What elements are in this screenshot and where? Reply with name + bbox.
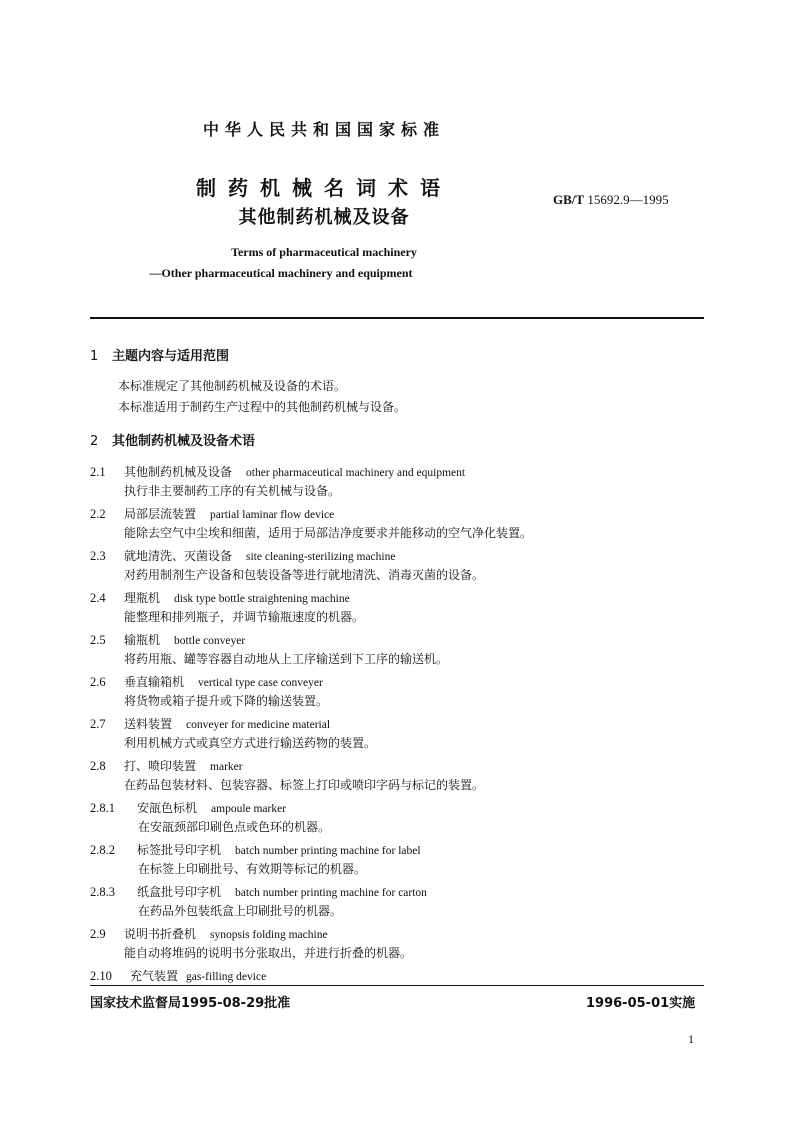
term-definition: 在安瓿颈部印刷色点或色环的机器。 [138,820,331,834]
term-definition: 将货物或箱子提升或下降的输送装置。 [124,694,329,708]
footer-divider [90,985,704,986]
term-number: 2.3 [90,549,106,563]
term-english: gas-filling device [186,971,267,983]
term-number: 2.8.3 [90,885,115,899]
term-chinese: 标签批号印字机 [137,843,222,857]
national-standard-heading: 中华人民共和国国家标准 [202,120,445,139]
term-chinese: 送料装置 [124,717,173,731]
term-entry [90,839,421,858]
term-number: 2.10 [90,969,112,983]
implementation-date: 1996-05-01实施 [586,996,696,1011]
term-number: 2.8.2 [90,843,115,857]
term-entry [90,629,245,648]
term-entry [90,923,328,942]
term-number: 2.8.1 [90,801,115,815]
term-entry [90,671,323,690]
term-definition: 对药用制剂生产设备和包装设备等进行就地清洗、消毒灭菌的设备。 [124,568,485,582]
term-number: 2.5 [90,633,106,647]
term-entry [90,797,286,816]
term-number: 2.8 [90,759,106,773]
document-subtitle: 其他制药机械及设备 [238,207,410,228]
term-english: site cleaning-sterilizing machine [246,551,396,563]
term-number: 2.2 [90,507,106,521]
english-subtitle: —Other pharmaceutical machinery and equipment [149,266,413,280]
term-definition: 利用机械方式或真空方式进行输送药物的装置。 [124,736,377,750]
term-english: disk type bottle straightening machine [174,593,350,605]
section-number: 1 [90,349,99,364]
term-number: 2.6 [90,675,106,689]
term-entry [90,881,427,900]
term-chinese: 说明书折叠机 [124,927,197,941]
term-english: bottle conveyer [174,635,246,647]
term-entry [90,503,334,522]
english-title: Terms of pharmaceutical machinery [231,245,417,259]
section-title: 主题内容与适用范围 [112,349,230,364]
document-title: 制药机械名词术语 [196,176,452,200]
header-divider [90,317,704,319]
term-number: 2.1 [90,465,106,479]
page-number: 1 [688,1032,694,1046]
term-chinese: 输瓶机 [124,633,161,647]
standard-number-prefix: GB/T [553,192,585,207]
section-heading [90,345,229,364]
standard-number [553,192,669,208]
term-chinese: 其他制药机械及设备 [124,465,233,479]
term-number: 2.9 [90,927,106,941]
term-definition: 在药品包装材料、包装容器、标签上打印或喷印字码与标记的装置。 [124,778,485,792]
term-number: 2.7 [90,717,106,731]
term-entry [90,545,395,564]
section-number: 2 [90,434,99,449]
term-entry [90,755,243,774]
term-chinese: 安瓿色标机 [137,801,198,815]
term-english: partial laminar flow device [210,509,335,521]
term-definition: 能整理和排列瓶子，并调节输瓶速度的机器。 [124,610,365,624]
term-definition: 能自动将堆码的说明书分张取出，并进行折叠的机器。 [124,946,413,960]
term-english: vertical type case conveyer [198,677,323,689]
term-chinese: 就地清洗、灭菌设备 [124,549,233,563]
term-definition: 能除去空气中尘埃和细菌，适用于局部洁净度要求并能移动的空气净化装置。 [124,526,533,540]
term-chinese: 理瓶机 [124,591,161,605]
term-english: batch number printing machine for carton [235,887,427,899]
term-entry [90,965,266,984]
section-title: 其他制药机械及设备术语 [112,434,256,449]
term-entry [90,461,465,480]
term-chinese: 充气装置 [130,969,179,983]
term-chinese: 纸盒批号印字机 [137,885,222,899]
term-entry [90,587,350,606]
term-entry [90,713,330,732]
term-english: ampoule marker [211,803,287,815]
term-definition: 在药品外包装纸盒上印刷批号的机器。 [138,904,343,918]
term-chinese: 局部层流装置 [124,507,197,521]
term-number: 2.4 [90,591,106,605]
term-english: other pharmaceutical machinery and equipment [246,467,466,479]
term-english: synopsis folding machine [210,929,328,941]
paragraph: 本标准规定了其他制药机械及设备的术语。 [118,379,347,393]
approval-note: 国家技术监督局1995-08-29批准 [90,996,291,1011]
standard-number-value: 15692.9—1995 [587,192,669,207]
paragraph: 本标准适用于制药生产过程中的其他制药机械与设备。 [118,400,407,414]
section-heading [90,430,255,449]
term-english: batch number printing machine for label [235,845,421,857]
term-definition: 执行非主要制药工序的有关机械与设备。 [124,484,341,498]
term-definition: 将药用瓶、罐等容器自动地从上工序输送到下工序的输送机。 [124,652,449,666]
term-chinese: 垂直输箱机 [124,675,185,689]
term-definition: 在标签上印刷批号、有效期等标记的机器。 [138,862,367,876]
term-chinese: 打、喷印装置 [124,759,197,773]
term-english: marker [210,761,243,773]
term-english: conveyer for medicine material [186,719,331,731]
